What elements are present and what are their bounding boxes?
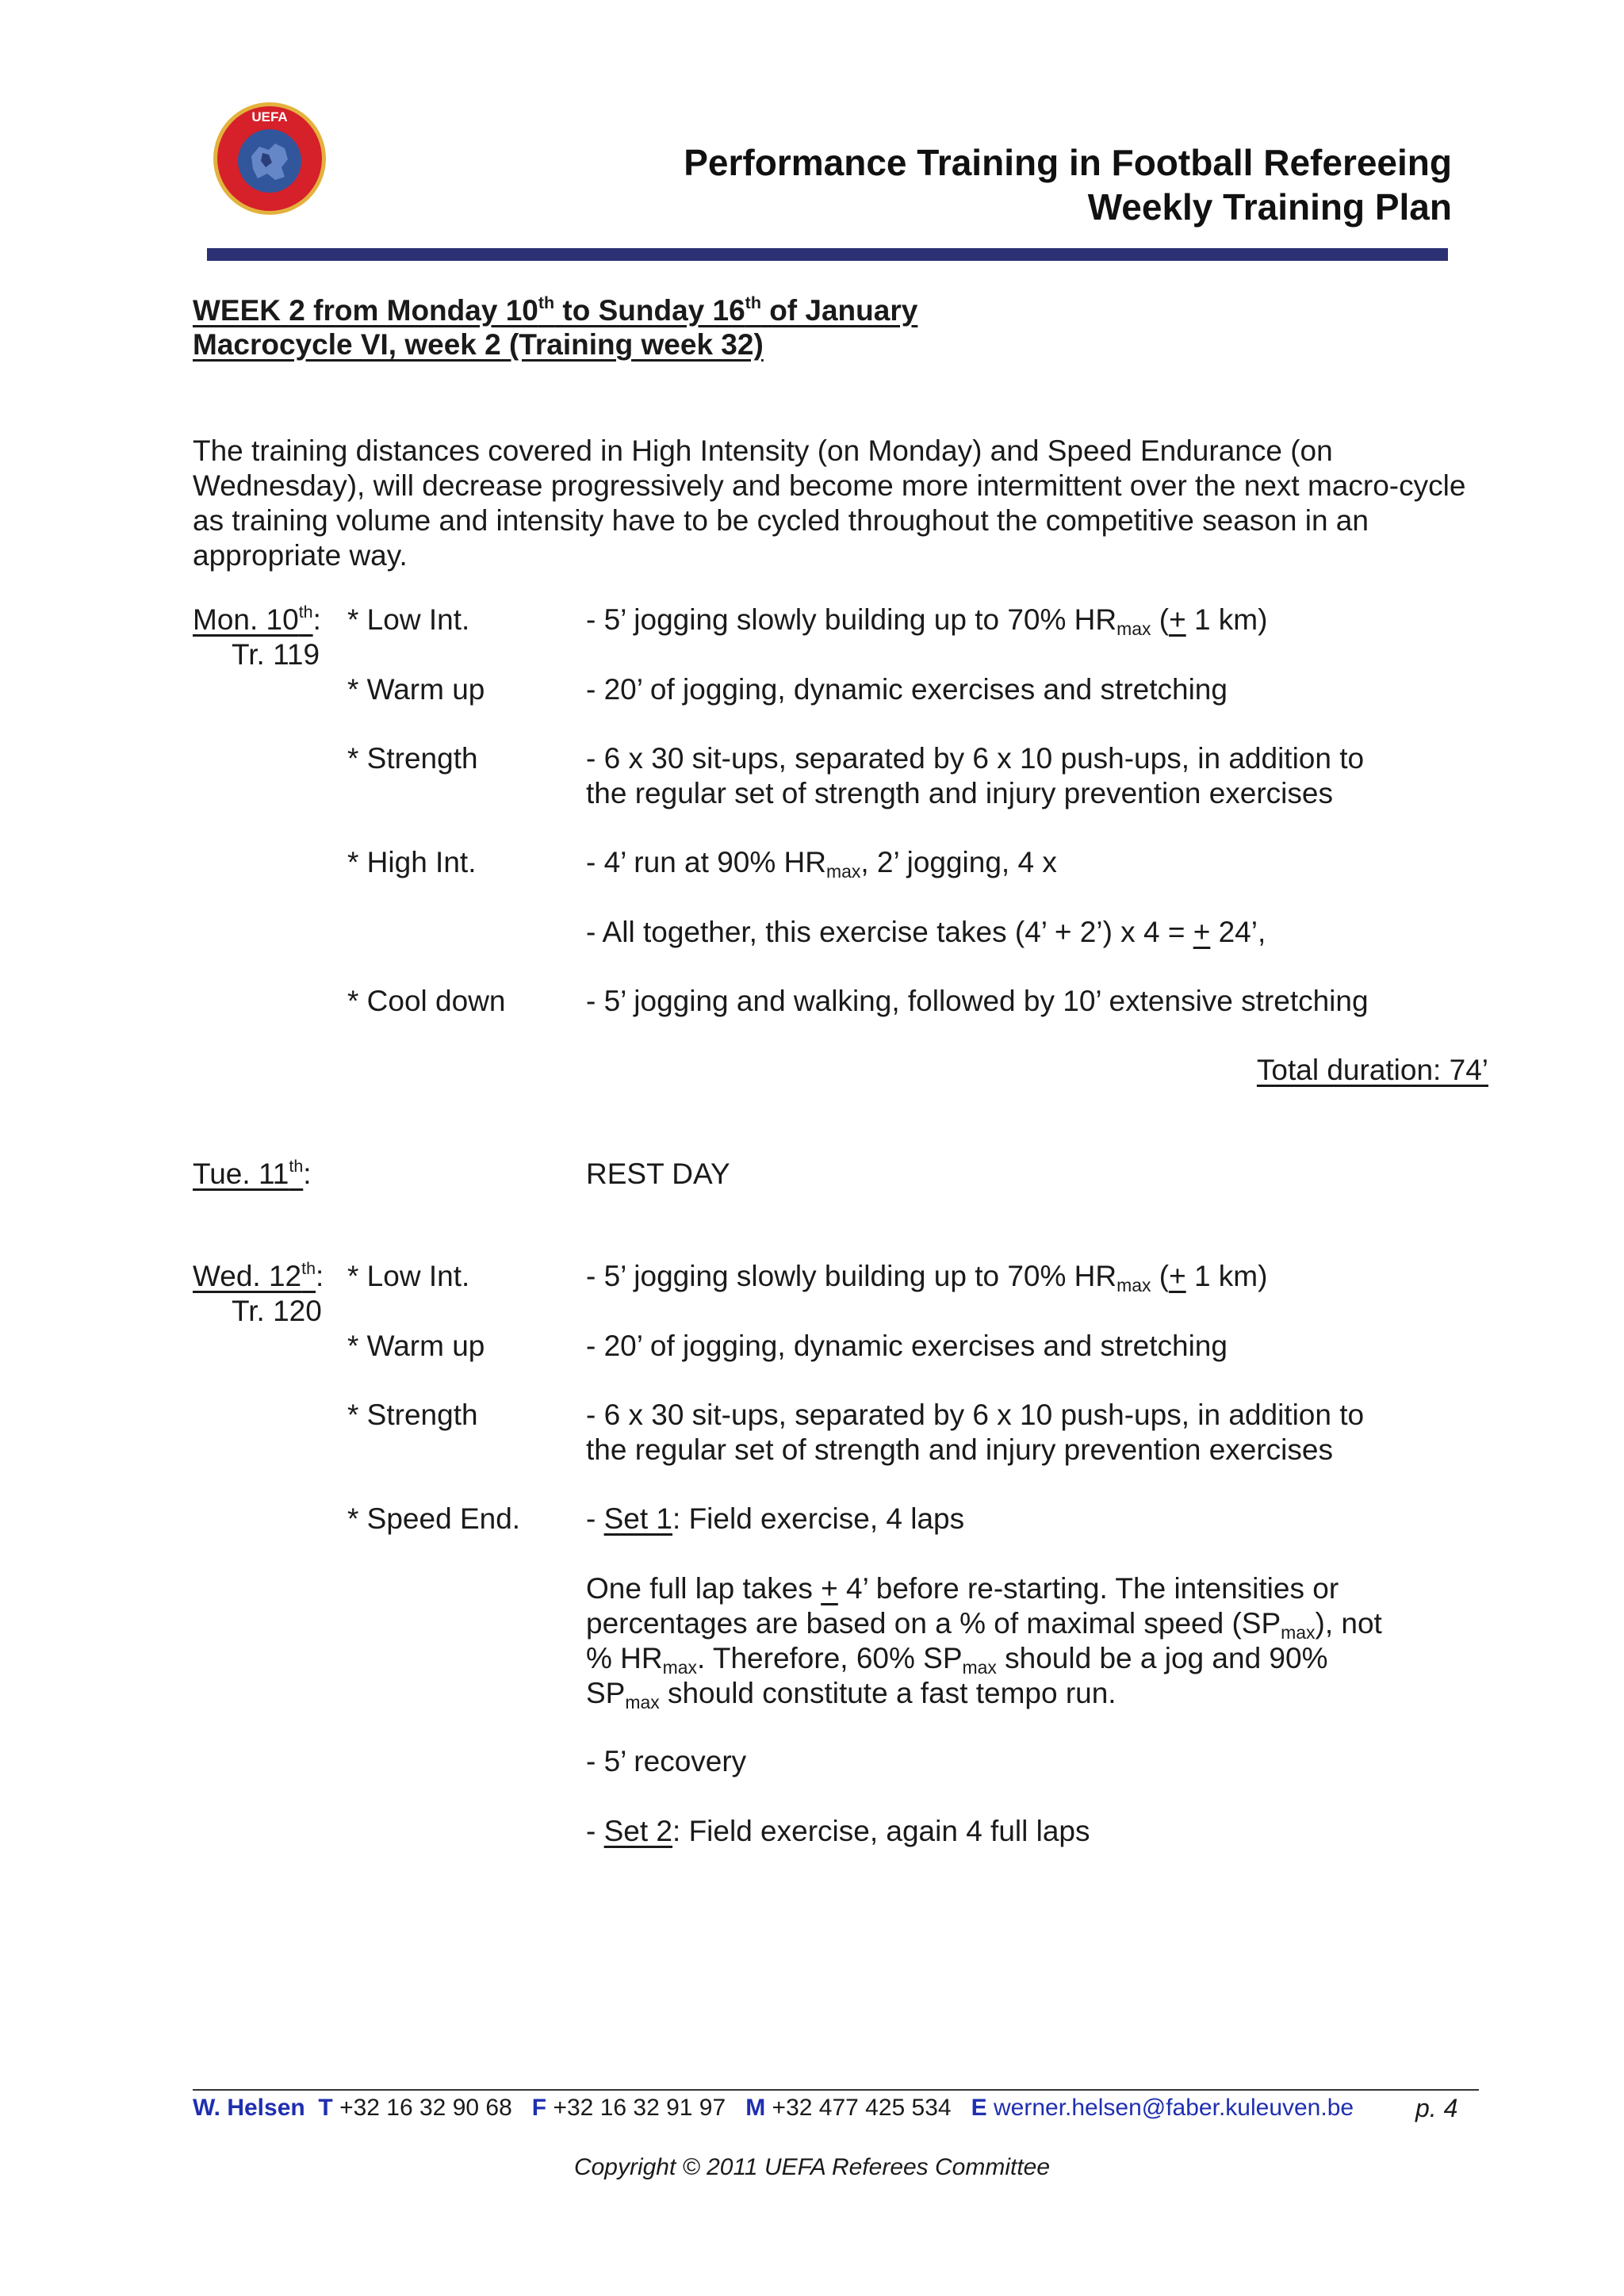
fax-number: +32 16 32 91 97 — [553, 2095, 726, 2121]
intro-paragraph: The training distances covered in High Intensity (on Monday) and Speed Endurance (on Wednesday), will decrease progressively and become more intermittent over the next macro-cycle as training volume and intensity have to be cycled throughout the competitive season in an appropriate way. — [193, 434, 1466, 572]
header-divider — [207, 248, 1448, 261]
monday-warm-up-label: * Warm up — [347, 673, 485, 706]
monday-strength-label: * Strength — [347, 742, 478, 775]
phone-number: +32 16 32 90 68 — [339, 2095, 512, 2121]
footer-divider — [193, 2089, 1479, 2091]
wednesday-warm-up-desc: - 20’ of jogging, dynamic exercises and stretching — [586, 1330, 1228, 1362]
monday-strength-desc-1: - 6 x 30 sit-ups, separated by 6 x 10 push-ups, in addition to — [586, 742, 1365, 775]
monday-training-number: Tr. 119 — [232, 638, 320, 671]
wednesday-warm-up-label: * Warm up — [347, 1330, 485, 1362]
monday-low-int-label: * Low Int. — [347, 603, 470, 636]
wednesday-training-number: Tr. 120 — [232, 1295, 322, 1327]
monday-high-int-desc: - 4’ run at 90% $HR_{max}$, 2’ jogging, 4 x — [586, 846, 1057, 882]
document-title: Performance Training in Football Refereeing — [684, 142, 1452, 183]
uefa-logo — [212, 101, 327, 216]
document-subtitle: Weekly Training Plan — [1087, 186, 1452, 228]
author-name: W. Helsen — [193, 2095, 305, 2121]
wednesday-lap-text-2: percentages are based on a % of maximal speed $(SP_{max})$, not — [586, 1607, 1382, 1643]
wednesday-label: Wed. 12th: — [193, 1258, 324, 1292]
wednesday-lap-text-3: % $HR_{max}$. Therefore, 60% $SP_{max}$ should be a jog and 90% — [586, 1642, 1328, 1678]
monday-label: Mon. 10th: — [193, 602, 321, 636]
macrocycle-heading: Macrocycle VI, week 2 (Training week 32) — [193, 328, 764, 361]
monday-warm-up-desc: - 20’ of jogging, dynamic exercises and stretching — [586, 673, 1228, 706]
wednesday-strength-label: * Strength — [347, 1399, 478, 1431]
footer-contact: W. Helsen T +32 16 32 90 68 F +32 16 32 91 97 M +32 477 425 534 E werner.helsen@faber.kuleuven.be — [193, 2095, 1354, 2121]
page-number: p. 4 — [1415, 2094, 1458, 2122]
wednesday-set-2: - Set 2: Field exercise, again 4 full laps — [586, 1815, 1090, 1847]
wednesday-strength-desc-2: the regular set of strength and injury prevention exercises — [586, 1433, 1333, 1466]
email-link[interactable]: werner.helsen@faber.kuleuven.be — [993, 2095, 1354, 2121]
wednesday-strength-desc-1: - 6 x 30 sit-ups, separated by 6 x 10 push-ups, in addition to — [586, 1399, 1365, 1431]
wednesday-low-int-label: * Low Int. — [347, 1260, 470, 1292]
monday-strength-desc-2: the regular set of strength and injury prevention exercises — [586, 777, 1333, 809]
wednesday-lap-text-1: One full lap takes + 4’ before re-starting. The intensities or — [586, 1572, 1339, 1605]
wednesday-speed-end-label: * Speed End. — [347, 1502, 521, 1535]
wednesday-lap-text-4: $SP_{max}$ should constitute a fast tempo run. — [586, 1677, 1116, 1712]
tuesday-label: Tue. 11th: — [193, 1156, 312, 1190]
monday-cool-down-label: * Cool down — [347, 985, 506, 1017]
wednesday-set-1: - Set 1: Field exercise, 4 laps — [586, 1502, 965, 1535]
svg-text:UEFA: UEFA — [251, 109, 288, 124]
wednesday-low-int-desc: - 5’ jogging slowly building up to 70% $HR_{max}$ (+ 1 km) — [586, 1260, 1268, 1295]
monday-high-int-total: - All together, this exercise takes (4’ + 2’) x 4 = + 24’, — [586, 916, 1266, 948]
monday-total-duration: Total duration: 74’ — [1256, 1054, 1488, 1086]
monday-low-int-desc: - 5’ jogging slowly building up to 70% $HR_{max}$ (+ 1 km) — [586, 603, 1268, 639]
mobile-number: +32 477 425 534 — [772, 2095, 952, 2121]
monday-cool-down-desc: - 5’ jogging and walking, followed by 10’ extensive stretching — [586, 985, 1369, 1017]
monday-high-int-label: * High Int. — [347, 846, 477, 878]
week-heading: WEEK 2 from Monday 10th to Sunday 16th of January — [193, 293, 918, 327]
copyright-notice: Copyright © 2011 UEFA Referees Committee — [573, 2154, 1051, 2180]
wednesday-recovery: - 5’ recovery — [586, 1745, 747, 1777]
tuesday-rest-day: REST DAY — [586, 1158, 730, 1190]
